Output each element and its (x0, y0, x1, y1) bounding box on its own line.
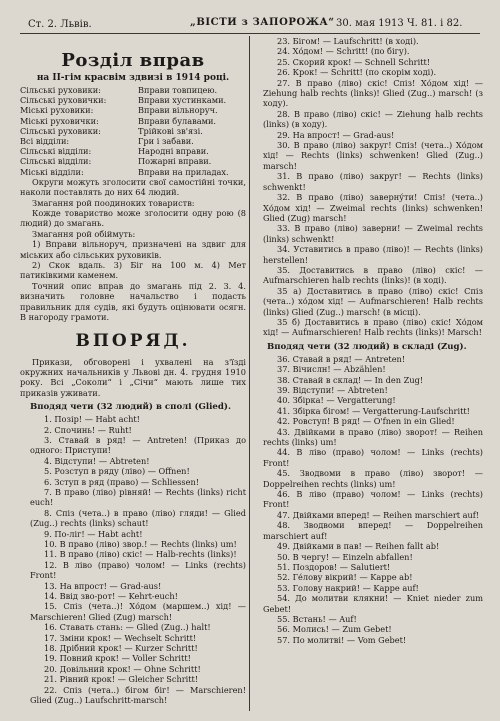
drill-command: 13. На впрост! — Grad-aus! (44, 580, 162, 591)
schedule-row (20, 105, 246, 115)
drill-command: 14. Ввід зво-рот! — Kehrt-euch! (44, 591, 178, 602)
schedule-row (20, 136, 246, 146)
schedule-row (20, 156, 246, 166)
drill-command: 26. Крок! — Schritt! (по скорім ході). (277, 67, 437, 78)
schedule-exercise: Вправи вільноруч. (138, 105, 218, 116)
drill-command: 36. Ставай в ряд! — Antreten! (277, 353, 406, 364)
exercise-paragraph: Змагання рой обіймуть: (32, 228, 136, 239)
drill-command: 25. Скорий крок! — Schnell Schritt! (277, 56, 431, 67)
drill-command: 30. В право (ліво) закруг! Спіз! (чета..) Хо́дом хід! — Rechts (links) schwenken! Glied (Zug..) marsch! (263, 140, 483, 171)
drill-command: 47. Двійками вперед! — Reihen marschiert auf! (277, 509, 480, 520)
drill-command: 2. Спочинь! — Ruht! (44, 424, 132, 435)
header-date-issue: 30. мая 1913 Ч. 81. і 82. (336, 18, 463, 29)
drill-intro: Прикази, обговорені і ухвалені на з'їзді окружних начальників у Львові дн. 4. грудня 1910 року. Всі „Соколи“ і „Січи“ мають лише тих приказів уживати. (20, 356, 246, 398)
schedule-group: Сільські відділи: (20, 146, 92, 157)
page-header (0, 0, 500, 34)
schedule-row (20, 95, 246, 105)
schedule-row (20, 167, 246, 177)
drill-command: 57. По молитві! — Vom Gebet! (277, 634, 407, 645)
drill-command: 22. Спіз (чета..) бігом біг! — Marschieren! Glied (Zug..) Laufschritt-marsch! (30, 684, 246, 706)
header-page-location: Ст. 2. Львів. (28, 19, 92, 30)
drill-command: 43. Двійками в право (ліво) зворот! — Reihen rechts (links) um! (263, 426, 483, 448)
schedule-exercise: Вправи на приладах. (138, 166, 229, 177)
drill-command: 18. Дрібний крок! — Kurzer Schritt! (44, 643, 198, 654)
left-column (20, 36, 246, 716)
drill-command: 33. В право (ліво) заверни! — Zweimal rechts (links) schwenkt! (263, 223, 483, 244)
schedule-exercise: Вправи хустинками. (138, 95, 227, 106)
drill-command: 31. В право (ліво) закруг! — Rechts (links) schwenkt! (263, 171, 483, 192)
drill-command: 3. Ставай в ряд! — Antreten! (Приказ до одного: Приступи! (30, 434, 246, 456)
drill-command: 4. Відступи! — Abtreten! (44, 455, 150, 466)
drill-command: 38. Ставай в склад! — In den Zug! (277, 374, 424, 385)
drill-command: 16. Ставать стань: — Glied (Zug..) halt! (44, 622, 211, 633)
drill-command: 49. Двійками в пав! — Reihen fallt ab! (277, 541, 440, 552)
schedule-row (20, 85, 246, 95)
drill-command: 34. Уставитись в право (ліво)! — Rechts (links) herstellen! (263, 244, 483, 265)
exercise-paragraph: 1) Вправи вільноруч, призначені на здвиг для міських або сільських руховиків. (20, 239, 246, 260)
drill-command: 15. Спіз (чета..)! Хо́дом (маршем..) хід! — Marschieren! Glied (Zug) marsch! (30, 601, 246, 622)
drill-command: 6. Зступ в ряд (право) — Schliessen! (44, 476, 200, 487)
drill-command: 46. В ліво (право) чолом! — Links (rechts) Front! (263, 489, 483, 510)
schedule-row (20, 146, 246, 156)
schedule-group: Міські руховички: (20, 115, 99, 126)
drill-commands-left (20, 414, 246, 705)
drill-command: 37. Вічислн! — Abzählen! (277, 364, 386, 375)
drill-command: 19. Повний крок! — Voller Schritt! (44, 653, 191, 664)
right-column (253, 36, 483, 716)
drill-commands-squad (253, 354, 483, 645)
column-separator (249, 36, 250, 711)
drill-command: 45. Зводвоми в право (ліво) зворот! — Doppelreihen rechts (links) um! (263, 468, 483, 489)
section-subtitle-exercises: на II-гім красвім здвизі в 1914 році. (36, 73, 230, 83)
drill-subheading-squad: Вподяд чети (32 людий) в складі (Zug). (267, 341, 467, 352)
header-newspaper-title: „ВІСТИ з ЗАПОРОЖА“ (190, 17, 335, 28)
drill-command: 35. Доставитись в право (ліво) скіс! — Aufmarschieren halb rechts (links)! (в ході). (263, 264, 483, 286)
drill-command: 12. В ліво (право) чолом! — Links (rechts) Front! (30, 559, 246, 581)
schedule-row (20, 126, 246, 136)
schedule-group: Міські руховики: (20, 105, 94, 116)
drill-command: 56. Молись! — Zum Gebet! (277, 624, 392, 635)
drill-command: 53. Голову накрий! — Kappe auf! (277, 582, 419, 593)
drill-command: 28. В право (ліво) скіс! — Ziehung halb rechts (links) (в ходу). (263, 108, 483, 130)
schedule-group: Всі відділи: (20, 136, 70, 147)
drill-command: 44. В ліво (право) чолом! — Links (rechts) Front! (263, 447, 483, 468)
drill-command: 24. Хо́дом! — Schritt! (по бігу). (277, 46, 410, 57)
schedule-group: Сільські руховички: (20, 95, 107, 106)
drill-command: 8. Спіз (чета..) в право (ліво) гляди! — Glied (Zug..) rechts (links) schaut! (30, 507, 246, 529)
drill-command: 52. Ге́лову вікрий! — Kappe ab! (277, 572, 413, 583)
drill-command: 11. В право (ліво) скіс! — Halb-rechts (links)! (44, 549, 237, 560)
exercise-paragraph: 2) Скок вдаль. 3) Біг на 100 м. 4) Мет патиківкими каменем. (20, 260, 246, 281)
drill-command: 55. Встань! — Auf! (277, 613, 357, 624)
exercise-schedule (20, 85, 246, 177)
exercise-paragraph: Змагання рой поодиноких товариств: (32, 197, 195, 208)
drill-command: 7. В право (ліво) рівняй! — Rechts (links) richt euch! (30, 486, 246, 508)
exercise-paragraph: Точний опис вправ до змагань під 2. 3. 4. визначить головне начальство і подасть правильник для судів, які будуть оцінювати осягн. В нагороду грамоти. (20, 280, 246, 323)
schedule-group: Сільські відділи: (20, 156, 92, 167)
drill-command: 42. Ровступ! В ряд! — O'fnen in ein Glied! (277, 416, 455, 427)
exercise-paragraphs (20, 177, 246, 323)
drill-command: 1. Позір! — Habt acht! (44, 414, 140, 425)
drill-command: 35 б) Доставитись в право (ліво) скіс! Хо́дом хід! — Aufmarschieren! Halb rechts (links)! Marsch! (263, 316, 483, 338)
schedule-exercise: Народні вправи. (138, 146, 209, 157)
drill-command: 32. В право (ліво) заверну́ти! Спіз! (чета..) Хо́дом хід! — Zweimal rechts (links) schwenken! Glied (Zug) marsch! (263, 192, 483, 223)
schedule-group: Міські відділи: (20, 166, 84, 177)
drill-command: 9. По-ліг! — Habt acht! (44, 528, 143, 539)
schedule-exercise: Гри і забави. (138, 136, 194, 147)
header-rule (20, 33, 480, 34)
exercise-paragraph: Округи можуть зголосити свої самостійні точки, наколи поставлять до них 64 людий. (20, 176, 246, 198)
drill-command: 54. До молитви клякни! — Kniet nieder zum Gebet! (263, 593, 483, 614)
drill-command: 39. Відступи! — Abtreten! (277, 385, 388, 395)
drill-command: 17. Зміни крок! — Wechselt Schritt! (44, 632, 197, 643)
drill-command: 48. Зводвоми вперед! — Doppelreihen marschiert auf! (263, 520, 483, 541)
drill-command: 41. Збірка бігом! — Vergatterung-Laufschritt! (277, 405, 470, 416)
drill-subheading-line: Вподяд чети (32 людий) в сполі (Glied). (30, 402, 231, 413)
schedule-group: Сільські руховики: (20, 85, 101, 95)
drill-command: 29. На впрост! — Grad-aus! (277, 129, 395, 140)
drill-command: 35 а) Доставитись в право (ліво) скіс! Спіз (чета..) хо́дом хід! — Aufmarschieren! Halb rechts (links) Glied (Zug..) marsch! (в місці). (263, 285, 483, 317)
exercise-paragraph: Кожде товариство може зголосити одну рою (8 людий) до змагань. (20, 208, 246, 229)
section-title-exercises: Розділ вправ (61, 50, 205, 71)
drill-command: 50. В чергу! — Einzeln abfallen! (277, 551, 413, 562)
schedule-group: Сільські руховики: (20, 125, 101, 136)
drill-command: 27. В право (ліво) скіс! Спіз! Хо́дом хід! — Ziehung halb rechts (links)! Glied (Zug..) marsch! (з ходу). (263, 77, 483, 109)
drill-command: 21. Рівний крок! — Gleicher Schritt! (44, 674, 199, 685)
schedule-row (20, 116, 246, 126)
schedule-exercise: Трійкові зв'язі. (138, 125, 203, 136)
section-title-drill: ВПОРЯД. (75, 330, 191, 351)
drill-command: 20. Довільний крок! — Ohne Schritt! (44, 663, 201, 674)
drill-command: 23. Бігом! — Laufschritt! (в ході). (277, 36, 419, 46)
drill-commands-right (253, 36, 483, 338)
schedule-exercise: Вправи булавами. (138, 115, 217, 126)
drill-command: 51. Поздоров! — Salutiert! (277, 561, 391, 572)
drill-command: 5. Розступ в ряду (ліво) — Offnen! (44, 466, 190, 477)
drill-command: 40. Збірка! — Vergatterung! (277, 395, 396, 406)
drill-command: 10. В право (ліво) звор.! — Rechts (links) um! (44, 539, 237, 550)
schedule-exercise: Вправи товпицею. (138, 85, 218, 95)
schedule-exercise: Пожарні вправи. (138, 156, 212, 167)
